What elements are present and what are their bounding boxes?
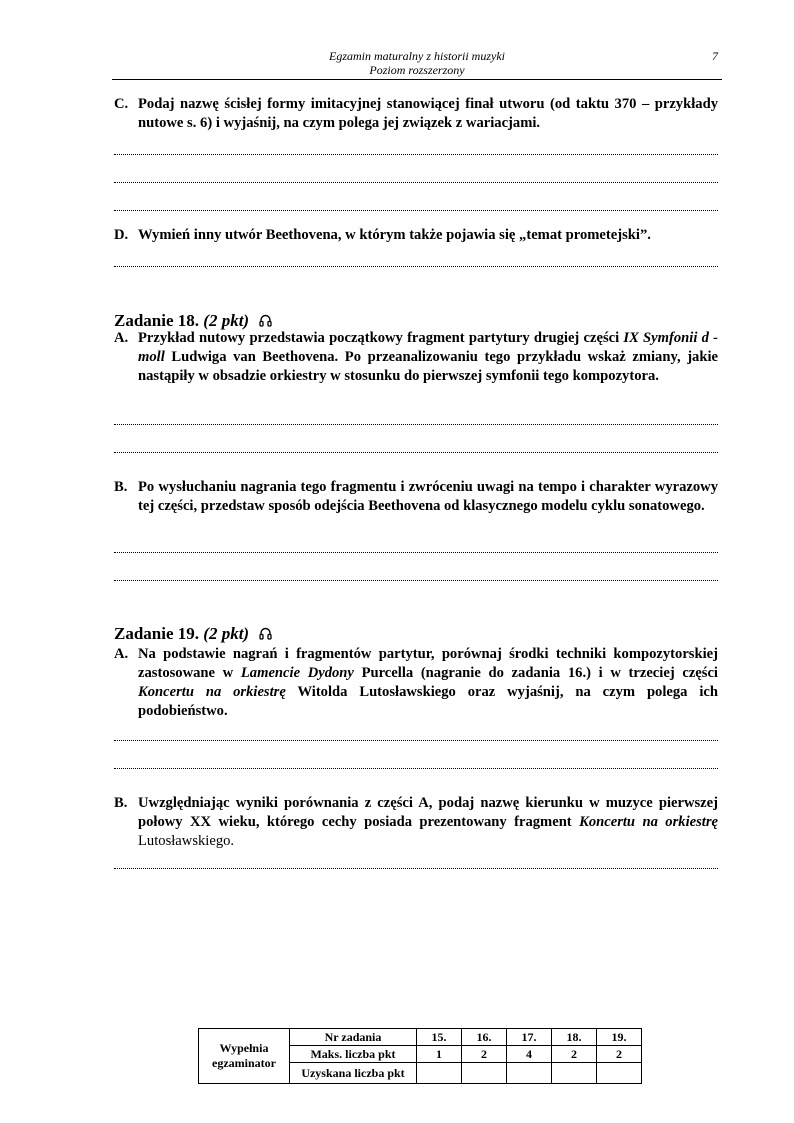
score-table bbox=[198, 1028, 642, 1084]
obtained-points-cell[interactable] bbox=[597, 1063, 642, 1084]
question-18a bbox=[114, 329, 718, 386]
question-text: Podaj nazwę ścisłej formy imitacyjnej stanowiącej finał utworu (od taktu 370 – przykłady nutowe s. 6) i wyjaśnij, na czym polega jej związek z wariacjami. bbox=[138, 96, 718, 131]
question-letter: C. bbox=[114, 96, 129, 112]
question-letter: A. bbox=[114, 646, 129, 662]
examiner-label bbox=[199, 1029, 290, 1084]
max-points-cell: 4 bbox=[507, 1046, 552, 1063]
text-part: Lutosławskiego. bbox=[138, 833, 235, 849]
row-header-obtained-points: Uzyskana liczba pkt bbox=[290, 1063, 417, 1084]
task-number-cell: 15. bbox=[417, 1029, 462, 1046]
question-letter: D. bbox=[114, 227, 129, 243]
answer-line[interactable] bbox=[114, 576, 718, 581]
task-title: Zadanie 18. bbox=[114, 311, 200, 330]
exam-level: Poziom rozszerzony bbox=[369, 63, 465, 77]
text-part: Na podstawie nagrań i fragmentów partytur, porównaj środki techniki kompozytorskiej zastosowane w bbox=[138, 646, 718, 681]
obtained-points-cell[interactable] bbox=[417, 1063, 462, 1084]
task-number-cell: 16. bbox=[462, 1029, 507, 1046]
answer-line[interactable] bbox=[114, 864, 718, 869]
question-19b bbox=[114, 794, 718, 851]
page-number: 7 bbox=[712, 49, 718, 63]
max-points-cell: 2 bbox=[552, 1046, 597, 1063]
text-part: Ludwiga van Beethovena. Po przeanalizowaniu tego przykładu wskaż zmiany, jakie nastąpiły w obsadzie orkiestry w stosunku do pierwszej symfonii tego kompozytora. bbox=[138, 349, 718, 384]
work-title: Koncertu na orkiestrę bbox=[138, 684, 286, 700]
question-letter: B. bbox=[114, 479, 128, 495]
question-17d bbox=[114, 226, 718, 245]
row-header-max-points: Maks. liczba pkt bbox=[290, 1046, 417, 1063]
exam-title: Egzamin maturalny z historii muzyki bbox=[329, 49, 505, 63]
question-text: Wymień inny utwór Beethovena, w którym także pojawia się „temat prometejski”. bbox=[138, 227, 651, 243]
max-points-cell: 1 bbox=[417, 1046, 462, 1063]
header-title bbox=[112, 49, 722, 77]
obtained-points-cell[interactable] bbox=[462, 1063, 507, 1084]
task-points: (2 pkt) bbox=[203, 624, 250, 643]
question-text bbox=[138, 645, 718, 721]
answer-line[interactable] bbox=[114, 548, 718, 553]
question-letter: A. bbox=[114, 330, 129, 346]
question-18b bbox=[114, 478, 718, 516]
work-title: IX Symfonii d - moll bbox=[138, 330, 719, 365]
text-part: Witolda Lutosławskiego oraz wyjaśnij, na czym polega ich podobieństwo. bbox=[138, 684, 719, 719]
label-line: egzaminator bbox=[212, 1056, 276, 1070]
answer-line[interactable] bbox=[114, 150, 718, 155]
question-text bbox=[138, 794, 718, 851]
answer-line[interactable] bbox=[114, 448, 718, 453]
task-number-cell: 19. bbox=[597, 1029, 642, 1046]
text-part: Przykład nutowy przedstawia początkowy fragment partytury drugiej części bbox=[138, 330, 624, 346]
headphones-icon bbox=[259, 625, 272, 645]
answer-line[interactable] bbox=[114, 420, 718, 425]
row-header-task-number: Nr zadania bbox=[290, 1029, 417, 1046]
task-19-heading bbox=[114, 624, 272, 645]
text-part: Uwzględniając wyniki porównania z części A, podaj nazwę kierunku w muzyce pierwszej połowy XX wieku, którego cechy posiada prezentowany fragment bbox=[138, 795, 718, 830]
task-title: Zadanie 19. bbox=[114, 624, 200, 643]
max-points-cell: 2 bbox=[462, 1046, 507, 1063]
answer-line[interactable] bbox=[114, 262, 718, 267]
work-title: Lamencie Dydony bbox=[240, 665, 354, 681]
task-points: (2 pkt) bbox=[203, 311, 250, 330]
label-line: Wypełnia bbox=[219, 1041, 269, 1055]
answer-line[interactable] bbox=[114, 764, 718, 769]
obtained-points-cell[interactable] bbox=[507, 1063, 552, 1084]
question-17c bbox=[114, 95, 718, 133]
answer-line[interactable] bbox=[114, 206, 718, 211]
question-19a bbox=[114, 645, 718, 721]
task-number-cell: 18. bbox=[552, 1029, 597, 1046]
task-number-cell: 17. bbox=[507, 1029, 552, 1046]
max-points-cell: 2 bbox=[597, 1046, 642, 1063]
page-header bbox=[112, 47, 722, 80]
obtained-points-cell[interactable] bbox=[552, 1063, 597, 1084]
work-title: Koncertu na orkiestrę bbox=[579, 814, 718, 830]
text-part: Purcella (nagranie do zadania 16.) i w trzeciej części bbox=[353, 665, 718, 681]
answer-line[interactable] bbox=[114, 178, 718, 183]
answer-line[interactable] bbox=[114, 736, 718, 741]
question-letter: B. bbox=[114, 795, 128, 811]
question-text: Po wysłuchaniu nagrania tego fragmentu i zwróceniu uwagi na tempo i charakter wyrazowy tej części, przedstaw sposób odejścia Beethovena od klasycznego modelu cyklu sonatowego. bbox=[138, 479, 718, 514]
question-text bbox=[138, 329, 718, 386]
